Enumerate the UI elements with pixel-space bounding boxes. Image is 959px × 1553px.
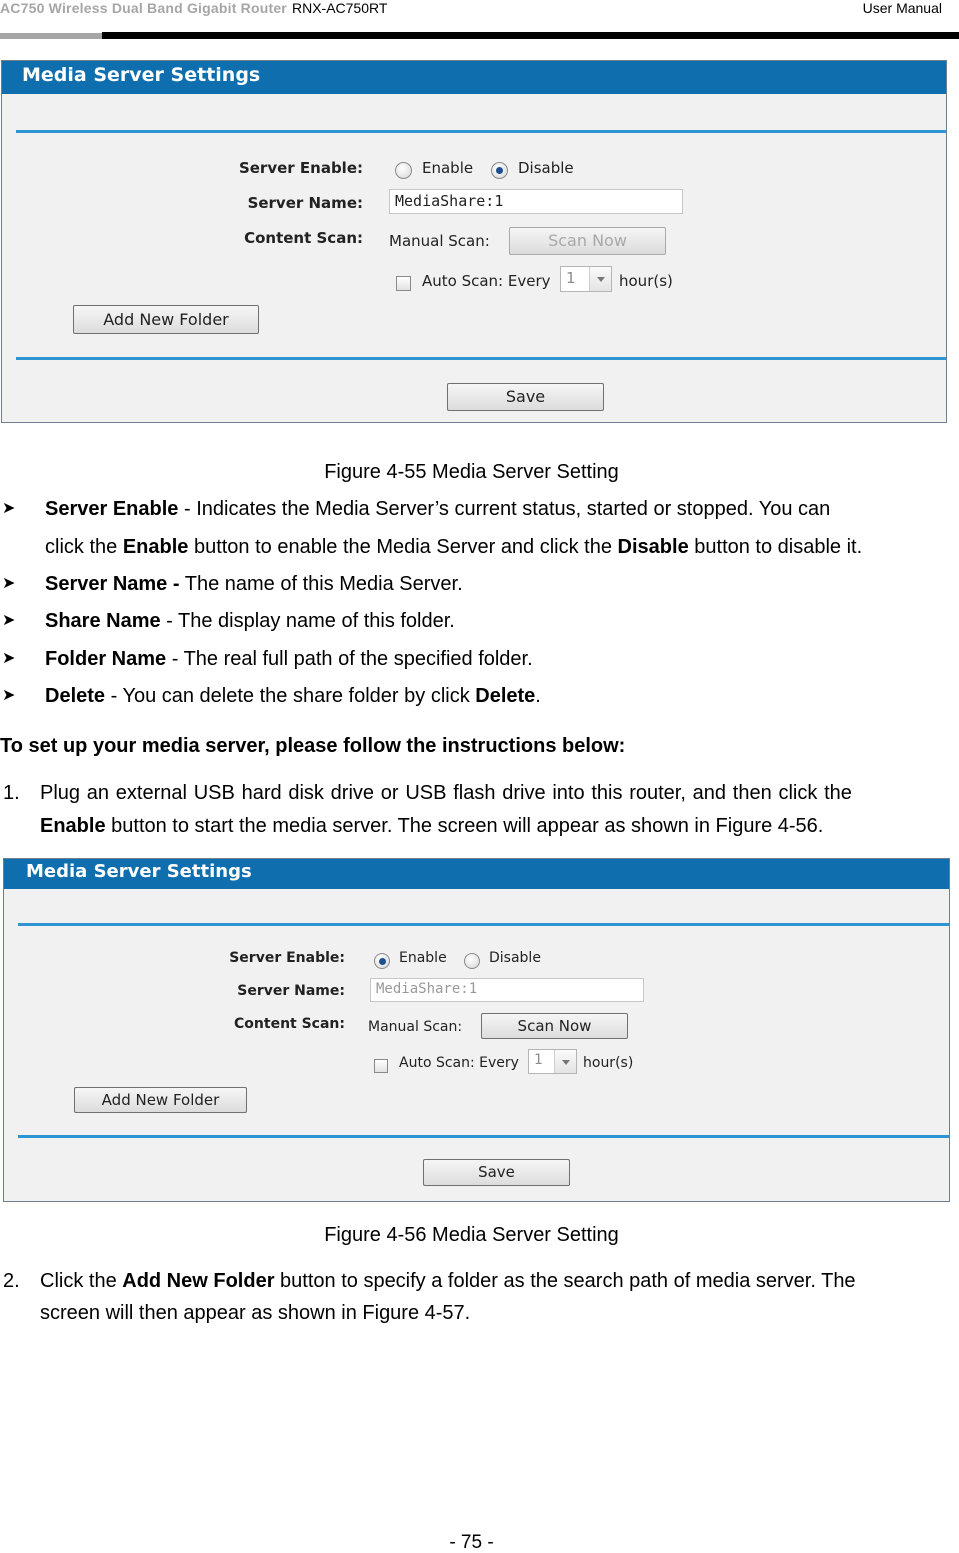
step-2-line-2: screen will then appear as shown in Figure 4-57. — [40, 1302, 471, 1324]
auto-scan-interval-select[interactable] — [528, 1049, 577, 1074]
auto-scan-interval-value: 1 — [566, 269, 576, 287]
scan-now-button[interactable]: Scan Now — [481, 1013, 628, 1039]
disable-option-label: Disable — [489, 950, 541, 966]
step-number: 2. — [3, 1270, 20, 1292]
auto-scan-checkbox[interactable] — [396, 276, 411, 291]
bold-enable: Enable — [122, 536, 189, 558]
divider-top — [18, 923, 949, 926]
step-2 — [0, 1270, 943, 1330]
manual-scan-label: Manual Scan: — [368, 1019, 463, 1035]
enable-option-label: Enable — [422, 159, 474, 177]
divider-bottom — [16, 357, 946, 360]
disable-option-label: Disable — [518, 159, 574, 177]
bold-enable: Enable — [40, 815, 106, 837]
media-server-settings-figure-2 — [3, 858, 950, 1202]
server-name-label: Server Name: — [237, 983, 345, 999]
save-button[interactable]: Save — [423, 1159, 570, 1186]
panel-title: Media Server Settings — [2, 61, 946, 94]
enable-option-label: Enable — [399, 950, 447, 966]
content-scan-label: Content Scan: — [234, 1016, 345, 1032]
step-number: 1. — [3, 782, 20, 804]
text-fragment: button to enable the Media Server and click the — [188, 536, 618, 558]
auto-scan-unit: hour(s) — [583, 1055, 634, 1071]
auto-scan-unit: hour(s) — [619, 272, 673, 290]
bullet-term: Delete — [45, 685, 106, 707]
bullet-tail: . — [535, 685, 541, 707]
product-series: AC750 Wireless Dual Band Gigabit Router — [0, 0, 287, 16]
bullet-text: - Indicates the Media Server’s current status, started or stopped. You can — [178, 498, 831, 520]
arrow-bullet-icon: ➤ — [2, 612, 16, 629]
bullet-term: Share Name — [45, 610, 161, 632]
running-header — [0, 0, 387, 16]
step-1-line-1: Plug an external USB hard disk drive or USB flash drive into this router, and then click the — [40, 782, 852, 804]
figure-caption-2: Figure 4-56 Media Server Setting — [324, 1224, 619, 1246]
bullet-term: Server Enable — [45, 498, 179, 520]
auto-scan-label: Auto Scan: Every — [399, 1055, 519, 1071]
disable-radio[interactable] — [464, 953, 480, 969]
arrow-bullet-icon: ➤ — [2, 687, 16, 704]
bullet-term-2: Delete — [475, 685, 536, 707]
text-fragment: Click the — [40, 1270, 123, 1292]
bullet-server-enable-continued — [45, 536, 862, 559]
instructions-heading-text: To set up your media server, please follow the instructions below: — [0, 735, 626, 757]
server-name-input[interactable]: MediaShare:1 — [389, 189, 683, 214]
page-number: - 75 - — [449, 1532, 494, 1553]
save-button[interactable]: Save — [447, 383, 604, 411]
media-server-settings-figure-1 — [1, 60, 947, 423]
step-2-line-1 — [40, 1270, 856, 1293]
add-new-folder-button[interactable]: Add New Folder — [73, 305, 259, 334]
panel-title: Media Server Settings — [4, 859, 949, 889]
text-fragment: click the — [45, 536, 123, 558]
arrow-bullet-icon: ➤ — [2, 650, 16, 667]
bullet-term: Server Name - — [45, 573, 180, 595]
header-rule-black — [102, 32, 959, 39]
bullet-text: - The display name of this folder. — [160, 610, 455, 632]
product-model: RNX-AC750RT — [291, 0, 388, 16]
disable-radio[interactable] — [491, 162, 508, 179]
server-enable-label: Server Enable: — [229, 950, 345, 966]
enable-radio[interactable] — [395, 162, 412, 179]
arrow-bullet-icon: ➤ — [2, 500, 16, 517]
arrow-bullet-icon: ➤ — [2, 575, 16, 592]
step-1-line-2 — [40, 815, 823, 838]
auto-scan-interval-select[interactable] — [560, 266, 612, 292]
scan-now-button[interactable]: Scan Now — [509, 227, 666, 255]
bullet-text: - The real full path of the specified folder. — [166, 648, 533, 670]
instructions-heading — [0, 735, 625, 758]
manual-scan-label: Manual Scan: — [389, 232, 490, 250]
manual-label: User Manual — [862, 0, 942, 16]
auto-scan-interval-value: 1 — [534, 1052, 543, 1068]
divider-bottom — [18, 1135, 949, 1138]
header-rule-grey — [0, 33, 102, 39]
bullet-text: - You can delete the share folder by click — [105, 685, 476, 707]
bold-add-new-folder: Add New Folder — [122, 1270, 275, 1292]
bold-disable: Disable — [617, 536, 689, 558]
auto-scan-label: Auto Scan: Every — [422, 272, 551, 290]
divider-top — [16, 130, 946, 133]
step-1 — [0, 782, 943, 842]
text-fragment: button to start the media server. The screen will appear as shown in Figure 4-56. — [105, 815, 824, 837]
content-scan-label: Content Scan: — [244, 229, 363, 247]
add-new-folder-button[interactable]: Add New Folder — [74, 1087, 247, 1113]
server-name-label: Server Name: — [247, 194, 363, 212]
bullet-text: The name of this Media Server. — [179, 573, 463, 595]
bullet-term: Folder Name — [45, 648, 167, 670]
server-enable-label: Server Enable: — [238, 159, 363, 177]
text-fragment: button to disable it. — [688, 536, 863, 558]
text-fragment: button to specify a folder as the search path of media server. The — [274, 1270, 856, 1292]
figure-caption-1: Figure 4-55 Media Server Setting — [324, 461, 619, 483]
chevron-down-icon[interactable] — [554, 1050, 576, 1073]
server-name-input[interactable]: MediaShare:1 — [370, 978, 644, 1002]
enable-radio[interactable] — [374, 953, 390, 969]
chevron-down-icon[interactable] — [589, 267, 611, 291]
auto-scan-checkbox[interactable] — [374, 1059, 388, 1073]
